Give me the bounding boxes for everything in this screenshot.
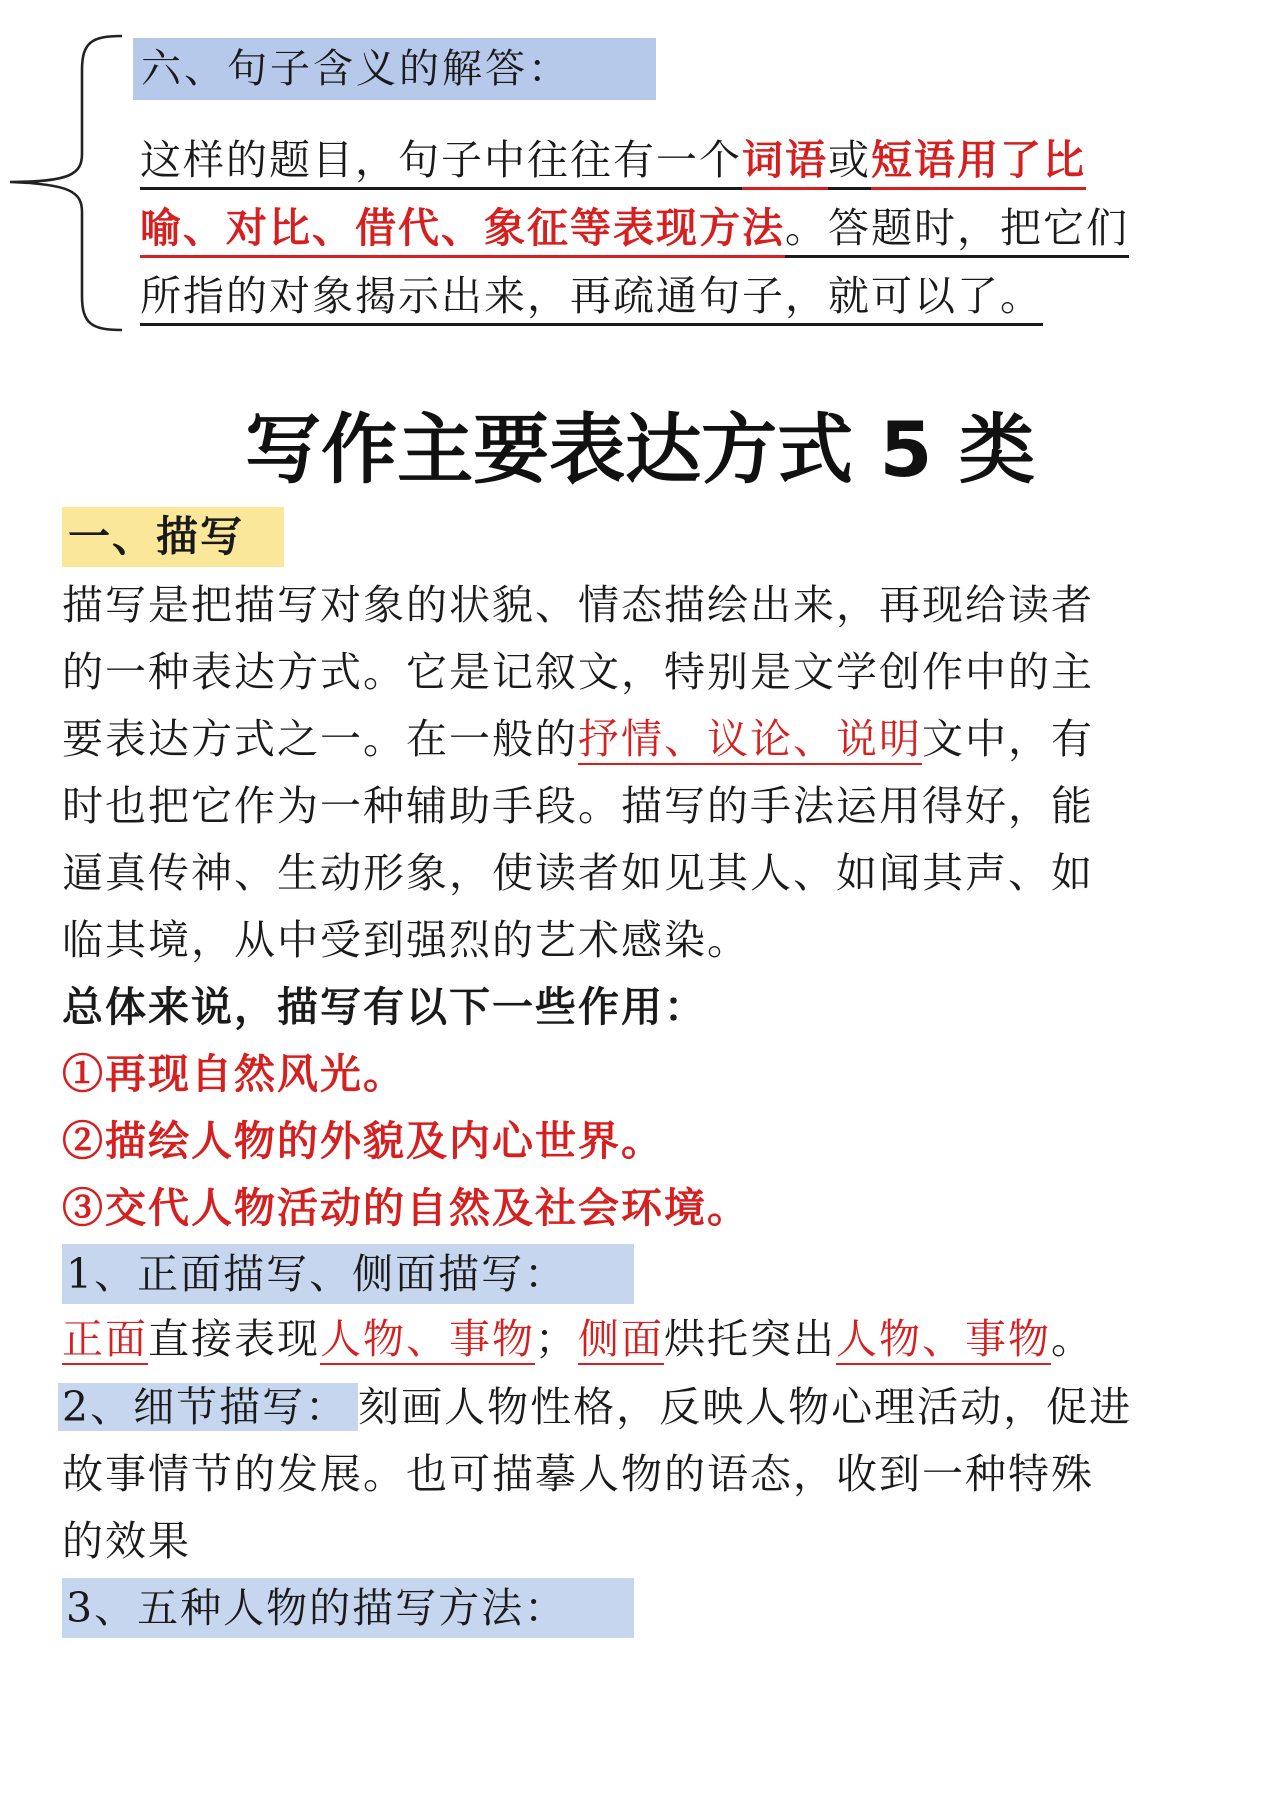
paragraph-line: 逼真传神、生动形象，使读者如见其人、如闻其声、如 (62, 849, 1094, 897)
text-segment: 这样的题目，句子中往往有一个 (140, 136, 742, 190)
highlight-term: 人物、事物 (320, 1315, 535, 1363)
curly-brace (10, 34, 130, 334)
paragraph-line: 故事情节的发展。也可描摹人物的语态，收到一种特殊 (62, 1450, 1094, 1498)
text-segment: ； (535, 1315, 578, 1363)
effect-item-1: ①再现自然风光。 (62, 1050, 406, 1098)
section-six-body (140, 126, 1250, 330)
section-six-heading: 六、句子含义的解答： (133, 38, 656, 100)
paragraph-line: 临其境，从中受到强烈的艺术感染。 (62, 916, 750, 964)
paragraph-line: 的效果 (62, 1517, 191, 1565)
section-six-line-2 (140, 194, 1250, 262)
text-segment: 所指的对象揭示出来，再疏通句子，就可以了。 (140, 272, 1043, 326)
paragraph-line: 的一种表达方式。它是记叙文，特别是文学创作中的主 (62, 648, 1094, 696)
paragraph-line (62, 706, 1232, 773)
text-segment: 文中，有 (922, 715, 1094, 763)
effect-item-2: ②描绘人物的外貌及内心世界。 (62, 1117, 664, 1165)
subsection-1-body (62, 1306, 1252, 1373)
section-six-line-1 (140, 126, 1250, 194)
description-paragraph (62, 572, 1232, 1242)
highlight-term: 喻、对比、借代、象征等表现方法 (140, 204, 785, 258)
text-segment: 。 (1051, 1315, 1094, 1363)
text-segment: 要表达方式之一。在一般的 (62, 715, 578, 763)
text-segment: 或 (828, 136, 871, 190)
paragraph-line (62, 1374, 1232, 1441)
subsection-1-heading: 1、正面描写、侧面描写： (62, 1244, 634, 1304)
highlight-term: 人物、事物 (836, 1315, 1051, 1363)
text-segment: 刻画人物性格，反映人物心理活动，促进 (358, 1383, 1133, 1431)
text-segment: 直接表现 (148, 1315, 320, 1363)
section-one-heading: 一、描写 (62, 507, 284, 567)
subsection-2-heading: 2、细节描写： (58, 1383, 358, 1431)
paragraph-line: 描写是把描写对象的状貌、情态描绘出来，再现给读者 (62, 581, 1094, 629)
subsection-2-body (62, 1374, 1232, 1575)
highlight-term: 侧面 (578, 1315, 664, 1363)
highlight-term: 正面 (62, 1315, 148, 1363)
page-title: 写作主要表达方式 5 类 (245, 405, 1035, 494)
section-six-line-3 (140, 262, 1250, 330)
highlight-term: 词语 (742, 136, 828, 190)
effect-item-3: ③交代人物活动的自然及社会环境。 (62, 1184, 750, 1232)
highlight-term: 短语用了比 (871, 136, 1086, 190)
summary-line: 总体来说，描写有以下一些作用： (62, 983, 707, 1031)
subsection-3-heading: 3、五种人物的描写方法： (62, 1578, 634, 1638)
paragraph-line: 时也把它作为一种辅助手段。描写的手法运用得好，能 (62, 782, 1094, 830)
text-segment: 。答题时，把它们 (785, 204, 1129, 258)
text-segment: 烘托突出 (664, 1315, 836, 1363)
highlight-term: 抒情、议论、说明 (578, 715, 922, 763)
